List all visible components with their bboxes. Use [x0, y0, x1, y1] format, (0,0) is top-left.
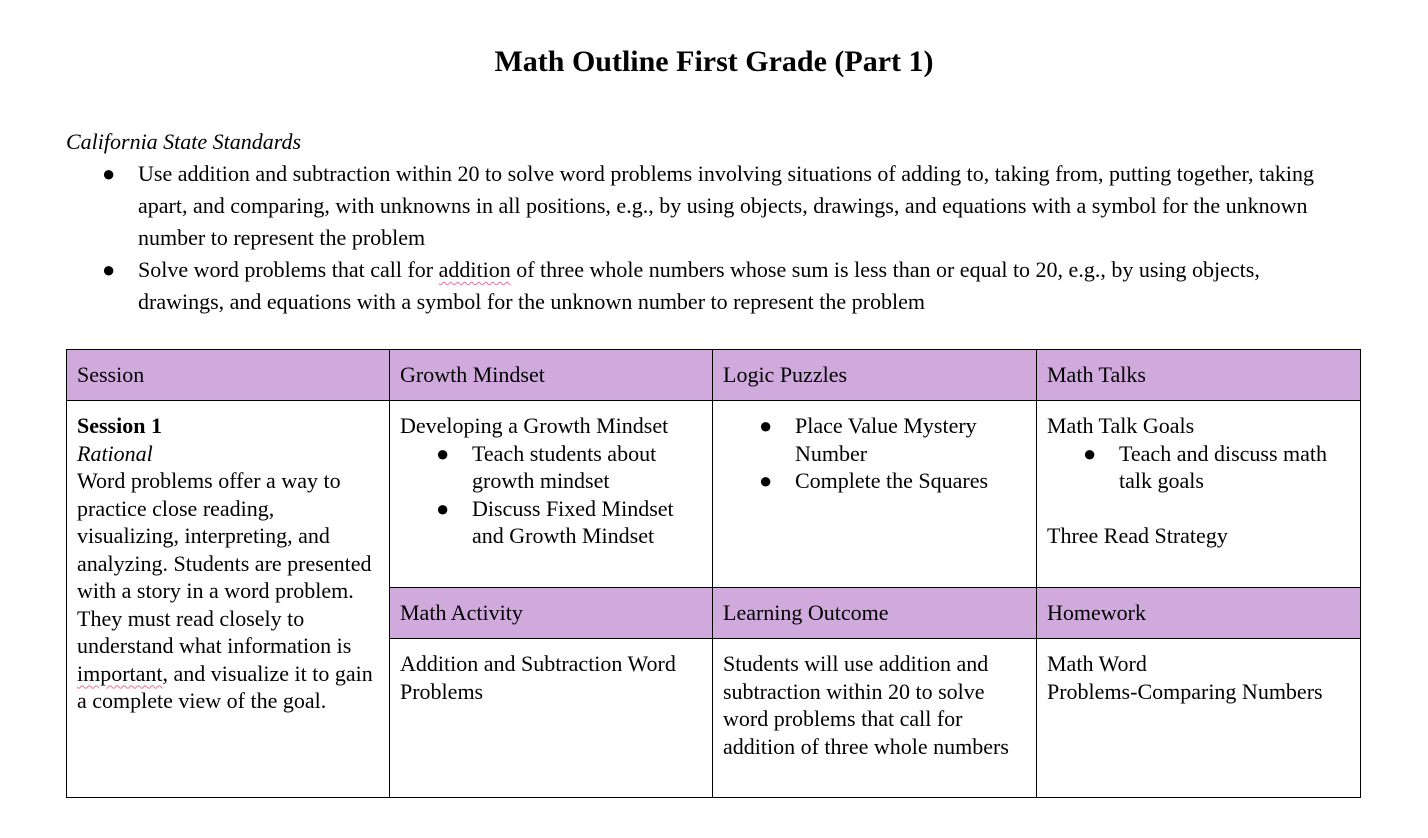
growth-mindset-cell — [390, 401, 713, 588]
logic-puzzles-cell — [713, 401, 1037, 588]
session-rationale-start: Word problems offer a way to practice close reading, visualizing, interpreting, and analyzing. Students are presented with a story in a word problem. They must read closely to understand what information is — [77, 468, 372, 658]
logic-puzzles-list — [723, 412, 1026, 495]
list-item-text: Teach students about growth mindset — [472, 440, 657, 493]
session-subtitle: Rational — [77, 440, 153, 466]
standards-item-text-start: Solve word problems that call for — [138, 257, 439, 282]
session-rationale — [77, 467, 379, 715]
bullet-icon: ● — [102, 257, 116, 282]
learning-outcome-cell: Students will use addition and subtraction within 20 to solve word problems that call for addition of three whole numbers — [713, 639, 1037, 798]
bullet-icon: ● — [1083, 440, 1097, 466]
header-homework: Homework — [1037, 588, 1361, 639]
header-learning-outcome: Learning Outcome — [713, 588, 1037, 639]
bullet-icon: ● — [759, 413, 773, 438]
standards-item — [66, 254, 1346, 318]
spacer — [1047, 495, 1350, 523]
list-item — [400, 440, 702, 495]
standards-item-text: Use addition and subtraction within 20 to solve word problems involving situations of adding to, taking from, putting together, taking apart, and comparing, with unknowns in all positions, e.g., by using objects, drawings, and equations with a symbol for the unknown number to represent the problem — [138, 161, 1314, 250]
list-item-text: Complete the Squares — [795, 468, 989, 493]
homework-cell — [1037, 639, 1361, 798]
standards-heading: California State Standards — [66, 129, 302, 154]
header-logic-puzzles: Logic Puzzles — [713, 350, 1037, 401]
header-session: Session — [67, 350, 390, 401]
spellcheck-flagged-word[interactable]: important — [77, 660, 163, 686]
list-item-text: Place Value Mystery Number — [795, 413, 977, 466]
bullet-icon: ● — [436, 495, 450, 521]
session-outline-table — [66, 349, 1361, 798]
math-talks-list — [1047, 440, 1350, 495]
homework-line: Problems-Comparing Numbers — [1047, 678, 1323, 704]
bullet-icon: ● — [759, 468, 773, 493]
header-math-activity: Math Activity — [390, 588, 713, 639]
session-title: Session 1 — [77, 413, 162, 438]
math-talks-cell — [1037, 401, 1361, 588]
math-activity-cell: Addition and Subtraction Word Problems — [390, 639, 713, 798]
list-item-text: Discuss Fixed Mindset and Growth Mindset — [472, 495, 674, 548]
session-cell — [67, 401, 390, 798]
header-growth-mindset: Growth Mindset — [390, 350, 713, 401]
header-math-talks: Math Talks — [1037, 350, 1361, 401]
list-item — [1047, 440, 1350, 495]
bullet-icon: ● — [436, 440, 450, 466]
list-item — [723, 467, 1026, 495]
bullet-icon: ● — [102, 161, 116, 186]
table-header-row — [67, 350, 1361, 401]
list-item — [723, 412, 1026, 467]
table-row — [67, 401, 1361, 588]
session-rationale-end: , and visualize it to gain a complete view of the goal. — [77, 660, 373, 713]
math-talks-heading: Math Talk Goals — [1047, 413, 1195, 438]
math-talks-strategy: Three Read Strategy — [1047, 523, 1228, 548]
homework-line: Math Word — [1047, 651, 1147, 676]
standards-item-text-end: of three whole numbers whose sum is less than or equal to 20, e.g., by using objects, drawings, and equations with a symbol for the unknown number to represent the problem — [138, 257, 1260, 314]
growth-mindset-list — [400, 440, 702, 550]
standards-section — [66, 126, 1346, 318]
growth-mindset-heading: Developing a Growth Mindset — [400, 413, 669, 438]
spellcheck-flagged-word[interactable]: addition — [438, 257, 511, 282]
list-item — [400, 495, 702, 550]
standards-item — [66, 158, 1346, 254]
standards-list — [66, 158, 1346, 318]
list-item-text: Teach and discuss math talk goals — [1119, 440, 1328, 493]
page-title: Math Outline First Grade (Part 1) — [494, 45, 934, 78]
